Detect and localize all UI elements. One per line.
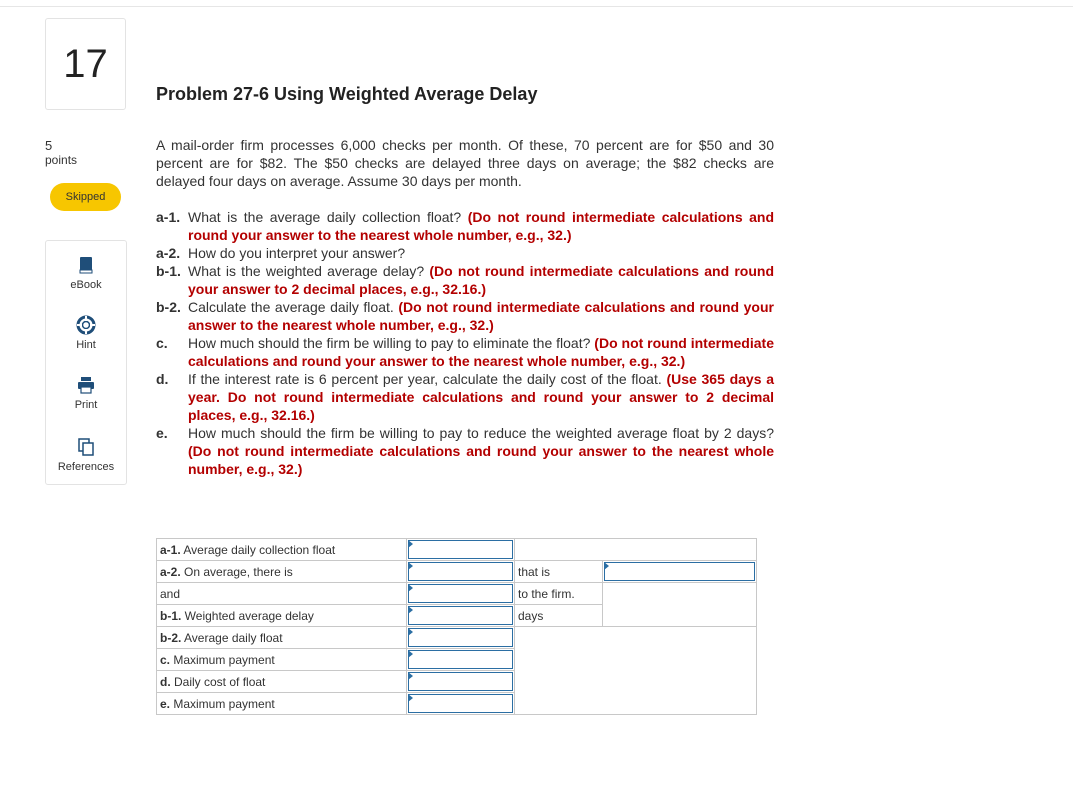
- question-label: d.: [156, 371, 169, 387]
- references-label: References: [57, 461, 115, 473]
- top-divider: [0, 6, 1073, 7]
- answer-label: d. Daily cost of float: [157, 671, 407, 693]
- question-label: b-1.: [156, 263, 181, 279]
- references-button[interactable]: [46, 437, 126, 473]
- question-item: [156, 370, 774, 424]
- answer-unit: that is: [515, 561, 603, 583]
- answer-input[interactable]: [408, 650, 513, 669]
- problem-intro: A mail-order firm processes 6,000 checks per month. Of these, 70 percent are for $50 and 30 percent are for $82. The $50 checks are delayed three days on average; the $82 checks are delayed four days on average. Assume 30 days per month.: [156, 137, 774, 189]
- answer-label: b-2. Average daily float: [157, 627, 407, 649]
- dropdown-marker-icon: [408, 628, 413, 636]
- hint-button[interactable]: [46, 315, 126, 351]
- answer-row: [157, 539, 757, 561]
- question-number: 17: [45, 18, 126, 110]
- dropdown-marker-icon: [408, 562, 413, 570]
- question-item: [156, 424, 774, 478]
- question-prompt: How much should the firm be willing to pay to eliminate the float?: [188, 335, 595, 351]
- question-prompt: What is the average daily collection float?: [188, 209, 468, 225]
- points-value: 5: [45, 138, 53, 153]
- ebook-icon: [76, 255, 96, 275]
- answer-input[interactable]: [408, 540, 513, 559]
- hint-icon: [76, 315, 96, 335]
- problem-title: Problem 27-6 Using Weighted Average Delay: [156, 84, 538, 104]
- question-label: c.: [156, 335, 168, 351]
- answer-input[interactable]: [408, 628, 513, 647]
- question-item: [156, 298, 774, 334]
- dropdown-marker-icon: [408, 540, 413, 548]
- status-badge: Skipped: [50, 183, 121, 211]
- question-note: (Do not round intermediate calculations and round your answer to 2 decimal places, e.g., 32.16.): [188, 263, 774, 297]
- answer-input-cell: [407, 539, 515, 561]
- question-text: [188, 334, 774, 370]
- question-text: [188, 370, 774, 424]
- references-icon: [76, 437, 96, 457]
- question-prompt: What is the weighted average delay?: [188, 263, 430, 279]
- answer-label: b-1. Weighted average delay: [157, 605, 407, 627]
- question-text: [188, 208, 774, 244]
- question-label: a-1.: [156, 209, 181, 225]
- tools-panel: [45, 240, 127, 485]
- question-label: a-2.: [156, 245, 181, 261]
- question-note: (Do not round intermediate calculations and round your answer to the nearest whole number, e.g., 32.): [188, 299, 774, 333]
- question-note: (Do not round intermediate calculations and round your answer to the nearest whole number, e.g., 32.): [188, 335, 774, 369]
- answer-input[interactable]: [408, 584, 513, 603]
- question-prompt: How do you interpret your answer?: [188, 245, 406, 261]
- question-text: [188, 262, 774, 298]
- print-label: Print: [74, 399, 98, 411]
- hint-label: Hint: [76, 339, 96, 351]
- answer-input-cell: [407, 671, 515, 693]
- answer-input[interactable]: [408, 606, 513, 625]
- answer-input-cell: [407, 605, 515, 627]
- question-note: (Do not round intermediate calculations and round your answer to the nearest whole number, e.g., 32.): [188, 443, 774, 477]
- question-prompt: How much should the firm be willing to pay to reduce the weighted average float by 2 days?: [188, 425, 774, 441]
- answer-row: [157, 583, 757, 605]
- answer-label: e. Maximum payment: [157, 693, 407, 715]
- points-label: points: [45, 153, 78, 167]
- question-item: [156, 208, 774, 244]
- question-prompt: If the interest rate is 6 percent per year, calculate the daily cost of the float.: [188, 371, 667, 387]
- answer-label: and: [157, 583, 407, 605]
- answer-input[interactable]: [408, 672, 513, 691]
- answer-unit: days: [515, 605, 603, 627]
- question-list: [156, 208, 774, 478]
- question-text: [188, 298, 774, 334]
- dropdown-marker-icon: [408, 650, 413, 658]
- question-note: (Use 365 days a year. Do not round intermediate calculations and round your answer to 2 decimal places, e.g., 32.16.): [188, 371, 774, 423]
- question-text: [188, 244, 774, 262]
- question-item: [156, 244, 774, 262]
- answer-input-cell: [407, 583, 515, 605]
- answer-label: a-1. Average daily collection float: [157, 539, 407, 561]
- answer-input-2[interactable]: [604, 562, 755, 581]
- answer-row: [157, 627, 757, 649]
- answer-unit: [515, 539, 757, 561]
- ebook-label: eBook: [70, 279, 102, 291]
- ebook-button[interactable]: [46, 255, 126, 291]
- answer-input-cell: [407, 561, 515, 583]
- answer-unit: to the firm.: [515, 583, 603, 605]
- question-prompt: Calculate the average daily float.: [188, 299, 399, 315]
- answer-input-cell-2: [603, 561, 757, 583]
- empty-cell: [603, 583, 757, 627]
- dropdown-marker-icon: [408, 606, 413, 614]
- question-note: (Do not round intermediate calculations and round your answer to the nearest whole number, e.g., 32.): [188, 209, 774, 243]
- print-icon: [76, 375, 96, 395]
- dropdown-marker-icon: [408, 584, 413, 592]
- answer-input-cell: [407, 649, 515, 671]
- answer-input[interactable]: [408, 694, 513, 713]
- print-button[interactable]: [46, 375, 126, 411]
- question-item: [156, 334, 774, 370]
- answer-table: [156, 538, 757, 715]
- question-label: b-2.: [156, 299, 181, 315]
- answer-input-cell: [407, 693, 515, 715]
- dropdown-marker-icon: [408, 672, 413, 680]
- answer-label: a-2. On average, there is: [157, 561, 407, 583]
- points-block: [45, 138, 77, 168]
- answer-row: [157, 561, 757, 583]
- dropdown-marker-icon: [604, 562, 609, 570]
- answer-label: c. Maximum payment: [157, 649, 407, 671]
- dropdown-marker-icon: [408, 694, 413, 702]
- question-item: [156, 262, 774, 298]
- answer-input[interactable]: [408, 562, 513, 581]
- answer-input-cell: [407, 627, 515, 649]
- question-text: [188, 424, 774, 478]
- question-label: e.: [156, 425, 168, 441]
- empty-cell: [515, 627, 757, 715]
